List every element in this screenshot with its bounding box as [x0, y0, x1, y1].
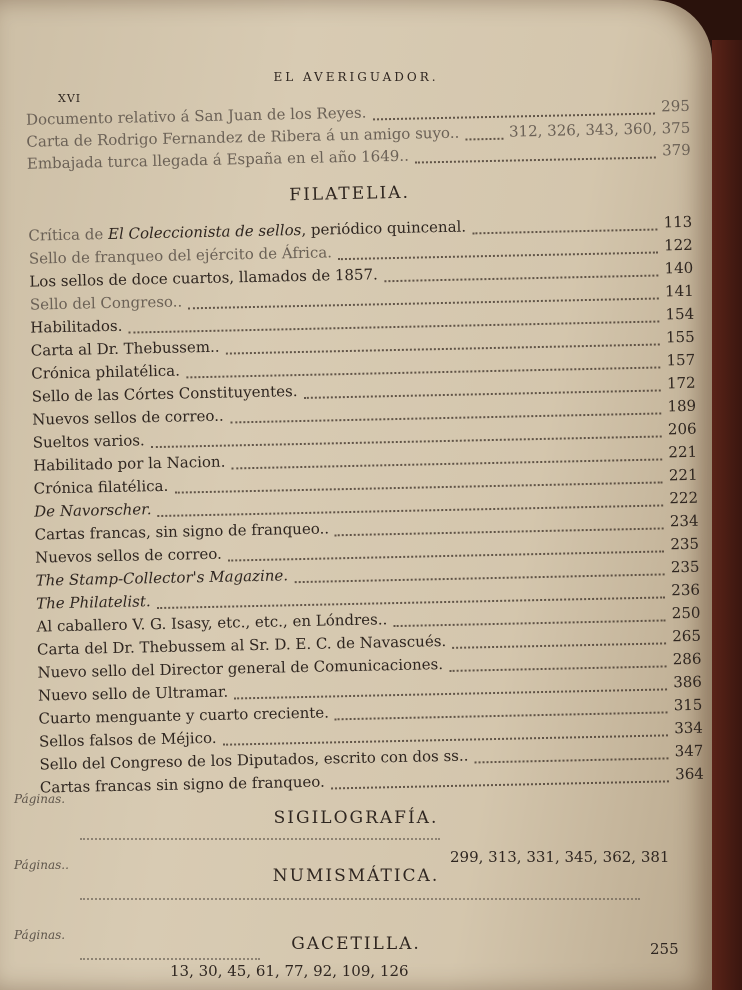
entry-pages: 347: [674, 741, 704, 761]
entry-title: Carta de Rodrigo Fernandez de Ribera á un amigo suyo..: [26, 123, 460, 151]
section-pages: 299, 313, 331, 345, 362, 381: [450, 848, 670, 866]
entry-title: Cartas francas sin signo de franqueo.: [39, 772, 325, 797]
entry-title: Sello del Congreso de los Diputados, escrito con dos ss..: [39, 746, 469, 774]
section-heading-numismatica: NUMISMÁTICA.: [272, 866, 440, 886]
entry-pages: 364: [674, 764, 704, 784]
entry-pages: 206: [667, 419, 697, 439]
running-head: EL AVERIGUADOR.: [273, 70, 439, 84]
leader-dots: [303, 379, 661, 398]
entry-title: Carta del Dr. Thebussem al Sr. D. E. C. de Navascués.: [36, 632, 447, 659]
entry-pages: 386: [673, 672, 703, 692]
pages-lead: Páginas..: [14, 858, 69, 872]
leader-dots: [449, 655, 667, 672]
entry-title: The Philatelist.: [35, 592, 151, 613]
entry-pages: 334: [674, 718, 704, 738]
entry-title-italic: El Coleccionista de sellos: [107, 220, 302, 244]
entry-title: Nuevos sellos de correo.: [34, 544, 223, 567]
entry-title: Los sellos de doce cuartos, llamados de 1857.: [29, 265, 378, 291]
entry-pages: 286: [672, 649, 702, 669]
pages-lead: Páginas.: [14, 928, 66, 942]
section-pages: 13, 30, 45, 61, 77, 92, 109, 126: [170, 962, 409, 980]
entry-title: Nuevo sello de Ultramar.: [37, 682, 229, 705]
leader-dots: [80, 890, 640, 900]
entry-title-post: , periódico quincenal.: [301, 217, 467, 239]
entry-title: Habilitados.: [30, 316, 123, 337]
entry-pages: 295: [660, 96, 691, 116]
entry-pages: 315: [673, 695, 703, 715]
book-edge: [712, 40, 742, 990]
section-pages: 255: [650, 940, 679, 958]
leader-dots: [294, 563, 665, 583]
leader-dots: [372, 103, 655, 121]
entry-title: The Stamp-Collector's Magazine.: [35, 566, 289, 590]
leader-dots: [472, 218, 658, 234]
entry-title: Embajada turca llegada á España en el año 1649..: [26, 146, 410, 173]
leader-dots: [228, 540, 665, 561]
leader-dots: [234, 678, 667, 699]
entry-title: Sello del Congreso..: [29, 292, 183, 314]
entry-title: Carta al Dr. Thebussem..: [30, 337, 220, 360]
entry-title: Sellos falsos de Méjico.: [38, 728, 217, 751]
entry-title: De Navorscher.: [33, 500, 152, 521]
entry-pages: 154: [665, 304, 695, 324]
leader-dots: [338, 241, 658, 260]
leader-dots: [335, 517, 664, 536]
entry-title: Sueltos varios.: [32, 431, 145, 452]
entry-pages: 172: [666, 373, 696, 393]
entry-pages: 155: [665, 327, 695, 347]
entry-title: [28, 218, 466, 245]
leader-dots: [331, 770, 670, 789]
entry-pages: 379: [661, 140, 691, 160]
page-number: XVI: [58, 92, 82, 105]
leader-dots: [222, 724, 668, 745]
leader-dots: [474, 747, 669, 763]
entry-pages: 312, 326, 343, 360, 375: [508, 118, 691, 141]
leader-dots: [415, 147, 656, 164]
leader-dots: [225, 333, 660, 354]
leader-dots: [230, 402, 662, 423]
entry-pages: 235: [670, 534, 700, 554]
leader-dots: [384, 264, 659, 282]
leader-dots: [393, 609, 666, 627]
entry-title: Nuevo sello del Director general de Comunicaciones.: [37, 655, 444, 682]
leader-dots: [452, 632, 666, 648]
entry-title: Nuevos sellos de correo..: [32, 406, 224, 429]
entry-title: Al caballero V. G. Isasy, etc., etc., en Lóndres..: [36, 610, 388, 636]
section-heading-gacetilla: GACETILLA.: [291, 934, 421, 954]
entry-pages: 189: [667, 396, 697, 416]
entry-pages: 221: [668, 442, 698, 462]
leader-dots: [231, 448, 662, 469]
entry-title: Documento relativo á San Juan de los Reyes.: [25, 103, 367, 129]
entry-title-pre: Crítica de: [28, 225, 109, 245]
entry-pages: 140: [664, 258, 694, 278]
entry-title: Habilitado por la Nacion.: [33, 452, 226, 475]
entry-pages: 141: [664, 281, 694, 301]
entry-pages: 221: [668, 465, 698, 485]
entry-pages: 236: [671, 580, 701, 600]
leader-dots: [335, 701, 668, 720]
section-heading-sigilografia: SIGILOGRAFÍA.: [273, 808, 439, 828]
entry-pages: 265: [672, 626, 702, 646]
leader-dots: [80, 950, 260, 960]
entry-pages: 222: [669, 488, 699, 508]
entry-pages: 113: [663, 212, 693, 232]
entry-title: Cuarto menguante y cuarto creciente.: [38, 703, 330, 728]
entry-title: Crónica filatélica.: [33, 476, 169, 498]
entry-title: Sello de las Córtes Constituyentes.: [31, 382, 298, 406]
entry-title: Crónica philatélica.: [31, 361, 181, 383]
section-heading-filatelia: FILATELIA.: [289, 182, 411, 206]
entry-pages: 234: [669, 511, 699, 531]
entry-title: Cartas francas, sin signo de franqueo..: [34, 519, 330, 544]
pages-lead: Páginas.: [14, 792, 66, 806]
entry-pages: 157: [666, 350, 696, 370]
entry-pages: 235: [670, 557, 700, 577]
leader-dots: [80, 830, 440, 840]
entry-title: Sello de franqueo del ejército de África.: [28, 243, 333, 268]
leader-dots: [465, 128, 503, 141]
entry-pages: 250: [671, 603, 701, 623]
entry-pages: 122: [663, 235, 693, 255]
